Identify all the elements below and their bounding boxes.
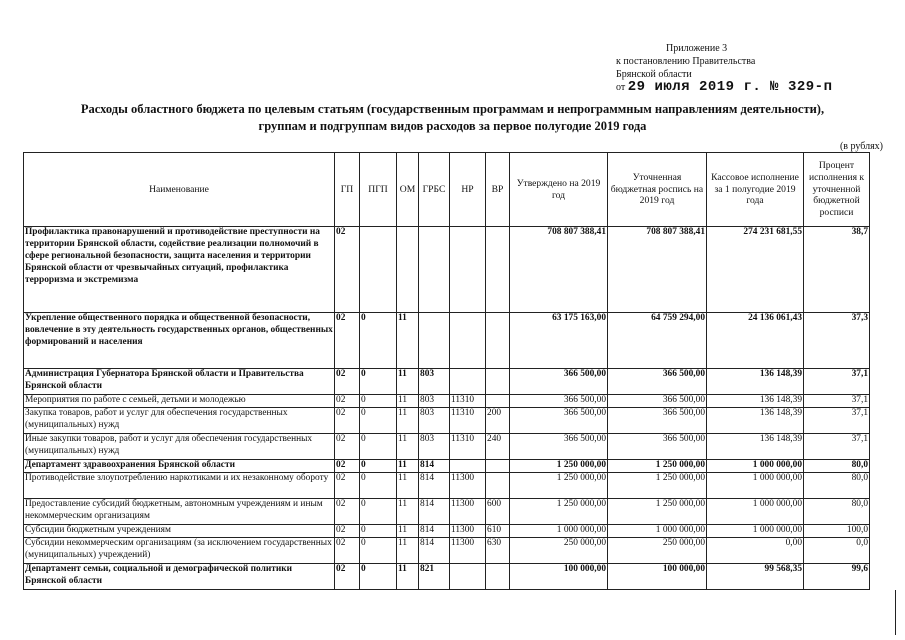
table-header-row bbox=[24, 153, 870, 227]
cell-np: 11300 bbox=[450, 472, 486, 498]
cell-ppgp bbox=[360, 227, 397, 313]
cell-percent: 37,1 bbox=[804, 407, 870, 433]
cell-np: 11310 bbox=[450, 433, 486, 459]
col-header-np: НР bbox=[450, 153, 486, 227]
page-edge-line bbox=[895, 590, 896, 635]
cell-np bbox=[450, 227, 486, 313]
cell-percent: 0,0 bbox=[804, 537, 870, 563]
cell-cash: 1 000 000,00 bbox=[707, 498, 804, 524]
cell-cash: 1 000 000,00 bbox=[707, 472, 804, 498]
cell-gp: 02 bbox=[335, 433, 360, 459]
cell-np bbox=[450, 369, 486, 395]
cell-gp: 02 bbox=[335, 313, 360, 369]
cell-gp: 02 bbox=[335, 459, 360, 472]
cell-ppgp: 0 bbox=[360, 498, 397, 524]
cell-grbs: 803 bbox=[419, 395, 450, 408]
cell-np bbox=[450, 313, 486, 369]
cell-om: 11 bbox=[397, 407, 419, 433]
cell-vr bbox=[486, 472, 510, 498]
table-row bbox=[24, 563, 870, 589]
cell-approved: 366 500,00 bbox=[510, 369, 608, 395]
cell-om: 11 bbox=[397, 313, 419, 369]
col-header-approved: Утверждено на 2019 год bbox=[510, 153, 608, 227]
col-header-revised: Уточненная бюджетная роспись на 2019 год bbox=[608, 153, 707, 227]
cell-percent: 37,1 bbox=[804, 369, 870, 395]
cell-name: Администрация Губернатора Брянской области и Правительства Брянской области bbox=[24, 369, 335, 395]
cell-np: 11310 bbox=[450, 407, 486, 433]
cell-percent: 100,0 bbox=[804, 524, 870, 537]
cell-cash: 1 000 000,00 bbox=[707, 459, 804, 472]
cell-name: Укрепление общественного порядка и общественной безопасности, вовлечение в эту деятельность государственных органов, общественных формирований и населения bbox=[24, 313, 335, 369]
cell-revised: 366 500,00 bbox=[608, 395, 707, 408]
cell-np bbox=[450, 563, 486, 589]
cell-cash: 136 148,39 bbox=[707, 369, 804, 395]
cell-revised: 250 000,00 bbox=[608, 537, 707, 563]
approval-header bbox=[616, 42, 832, 94]
col-header-grbs: ГРБС bbox=[419, 153, 450, 227]
table-row bbox=[24, 395, 870, 408]
cell-vr bbox=[486, 395, 510, 408]
cell-cash: 24 136 061,43 bbox=[707, 313, 804, 369]
document-title bbox=[0, 101, 905, 135]
cell-grbs: 814 bbox=[419, 459, 450, 472]
cell-name: Субсидии бюджетным учреждениям bbox=[24, 524, 335, 537]
title-line-2: группам и подгруппам видов расходов за первое полугодие 2019 года bbox=[258, 119, 647, 133]
cell-ppgp: 0 bbox=[360, 563, 397, 589]
cell-om bbox=[397, 227, 419, 313]
cell-approved: 250 000,00 bbox=[510, 537, 608, 563]
cell-ppgp: 0 bbox=[360, 459, 397, 472]
cell-cash: 136 148,39 bbox=[707, 395, 804, 408]
cell-gp: 02 bbox=[335, 369, 360, 395]
cell-cash: 0,00 bbox=[707, 537, 804, 563]
date-prefix: от bbox=[616, 82, 626, 93]
cell-name: Иные закупки товаров, работ и услуг для обеспечения государственных (муниципальных) нужд bbox=[24, 433, 335, 459]
cell-gp: 02 bbox=[335, 227, 360, 313]
cell-vr: 240 bbox=[486, 433, 510, 459]
cell-percent: 37,1 bbox=[804, 433, 870, 459]
cell-om: 11 bbox=[397, 537, 419, 563]
cell-approved: 366 500,00 bbox=[510, 407, 608, 433]
table-row bbox=[24, 472, 870, 498]
cell-revised: 1 000 000,00 bbox=[608, 524, 707, 537]
cell-ppgp: 0 bbox=[360, 433, 397, 459]
cell-vr: 610 bbox=[486, 524, 510, 537]
cell-om: 11 bbox=[397, 459, 419, 472]
cell-vr: 200 bbox=[486, 407, 510, 433]
cell-name: Субсидии некоммерческим организациям (за исключением государственных (муниципальных) учреждений) bbox=[24, 537, 335, 563]
table-row bbox=[24, 407, 870, 433]
cell-om: 11 bbox=[397, 433, 419, 459]
cell-vr bbox=[486, 369, 510, 395]
cell-revised: 366 500,00 bbox=[608, 369, 707, 395]
col-header-vr: ВР bbox=[486, 153, 510, 227]
cell-grbs: 821 bbox=[419, 563, 450, 589]
cell-vr bbox=[486, 227, 510, 313]
resolution-ref: к постановлению Правительства bbox=[616, 56, 756, 67]
cell-approved: 1 250 000,00 bbox=[510, 472, 608, 498]
cell-om: 11 bbox=[397, 472, 419, 498]
cell-cash: 136 148,39 bbox=[707, 433, 804, 459]
cell-grbs: 803 bbox=[419, 369, 450, 395]
table-row bbox=[24, 369, 870, 395]
cell-revised: 1 250 000,00 bbox=[608, 472, 707, 498]
cell-approved: 100 000,00 bbox=[510, 563, 608, 589]
cell-cash: 136 148,39 bbox=[707, 407, 804, 433]
cell-np bbox=[450, 459, 486, 472]
cell-approved: 366 500,00 bbox=[510, 395, 608, 408]
cell-ppgp: 0 bbox=[360, 313, 397, 369]
budget-table bbox=[23, 152, 870, 590]
units-label: (в рублях) bbox=[839, 141, 883, 152]
cell-gp: 02 bbox=[335, 498, 360, 524]
cell-approved: 1 250 000,00 bbox=[510, 498, 608, 524]
cell-grbs: 803 bbox=[419, 407, 450, 433]
cell-cash: 274 231 681,55 bbox=[707, 227, 804, 313]
col-header-ppgp: ПГП bbox=[360, 153, 397, 227]
cell-name: Противодействие злоупотреблению наркотиками и их незаконному обороту bbox=[24, 472, 335, 498]
cell-name: Закупка товаров, работ и услуг для обеспечения государственных (муниципальных) нужд bbox=[24, 407, 335, 433]
cell-grbs: 814 bbox=[419, 537, 450, 563]
table-row bbox=[24, 433, 870, 459]
cell-gp: 02 bbox=[335, 472, 360, 498]
cell-approved: 366 500,00 bbox=[510, 433, 608, 459]
cell-om: 11 bbox=[397, 524, 419, 537]
cell-revised: 366 500,00 bbox=[608, 433, 707, 459]
cell-gp: 02 bbox=[335, 563, 360, 589]
cell-np: 11300 bbox=[450, 537, 486, 563]
table-row bbox=[24, 537, 870, 563]
cell-revised: 64 759 294,00 bbox=[608, 313, 707, 369]
col-header-gp: ГП bbox=[335, 153, 360, 227]
cell-percent: 38,7 bbox=[804, 227, 870, 313]
cell-approved: 1 000 000,00 bbox=[510, 524, 608, 537]
cell-revised: 100 000,00 bbox=[608, 563, 707, 589]
cell-ppgp: 0 bbox=[360, 524, 397, 537]
cell-ppgp: 0 bbox=[360, 395, 397, 408]
cell-percent: 37,1 bbox=[804, 395, 870, 408]
cell-grbs bbox=[419, 227, 450, 313]
cell-vr: 630 bbox=[486, 537, 510, 563]
cell-cash: 99 568,35 bbox=[707, 563, 804, 589]
cell-vr: 600 bbox=[486, 498, 510, 524]
cell-revised: 366 500,00 bbox=[608, 407, 707, 433]
handwritten-date-number: 29 июля 2019 г. № 329-п bbox=[627, 79, 833, 95]
cell-ppgp: 0 bbox=[360, 472, 397, 498]
cell-name: Департамент здравоохранения Брянской области bbox=[24, 459, 335, 472]
table-row bbox=[24, 227, 870, 313]
cell-om: 11 bbox=[397, 498, 419, 524]
cell-percent: 99,6 bbox=[804, 563, 870, 589]
cell-om: 11 bbox=[397, 369, 419, 395]
cell-name: Мероприятия по работе с семьей, детьми и молодежью bbox=[24, 395, 335, 408]
table-row bbox=[24, 313, 870, 369]
col-header-om: ОМ bbox=[397, 153, 419, 227]
cell-percent: 37,3 bbox=[804, 313, 870, 369]
resolution-date bbox=[616, 81, 832, 94]
table-row bbox=[24, 498, 870, 524]
cell-revised: 1 250 000,00 bbox=[608, 498, 707, 524]
region-name: Брянской области bbox=[616, 69, 692, 80]
cell-vr bbox=[486, 313, 510, 369]
table-row bbox=[24, 524, 870, 537]
cell-name: Профилактика правонарушений и противодействие преступности на территории Брянской области, содействие реализации полномочий в сфере региональной безопасности, защита населения и территории Брянской области от чрезвычайных ситуаций, профилактика терроризма и экстремизма bbox=[24, 227, 335, 313]
cell-cash: 1 000 000,00 bbox=[707, 524, 804, 537]
cell-name: Департамент семьи, социальной и демографической политики Брянской области bbox=[24, 563, 335, 589]
cell-ppgp: 0 bbox=[360, 537, 397, 563]
col-header-percent: Процент исполнения к уточненной бюджетной росписи bbox=[804, 153, 870, 227]
cell-vr bbox=[486, 563, 510, 589]
cell-grbs: 803 bbox=[419, 433, 450, 459]
cell-gp: 02 bbox=[335, 395, 360, 408]
cell-om: 11 bbox=[397, 563, 419, 589]
cell-ppgp: 0 bbox=[360, 407, 397, 433]
cell-grbs: 814 bbox=[419, 524, 450, 537]
cell-om: 11 bbox=[397, 395, 419, 408]
cell-np: 11310 bbox=[450, 395, 486, 408]
cell-percent: 80,0 bbox=[804, 498, 870, 524]
cell-percent: 80,0 bbox=[804, 472, 870, 498]
cell-grbs: 814 bbox=[419, 472, 450, 498]
cell-percent: 80,0 bbox=[804, 459, 870, 472]
cell-np: 11300 bbox=[450, 498, 486, 524]
cell-ppgp: 0 bbox=[360, 369, 397, 395]
appendix-label: Приложение 3 bbox=[666, 43, 728, 54]
col-header-cash: Кассовое исполнение за 1 полугодие 2019 года bbox=[707, 153, 804, 227]
col-header-name: Наименование bbox=[24, 153, 335, 227]
cell-revised: 708 807 388,41 bbox=[608, 227, 707, 313]
cell-vr bbox=[486, 459, 510, 472]
cell-grbs: 814 bbox=[419, 498, 450, 524]
cell-name: Предоставление субсидий бюджетным, автономным учреждениям и иным некоммерческим организациям bbox=[24, 498, 335, 524]
cell-gp: 02 bbox=[335, 407, 360, 433]
cell-grbs bbox=[419, 313, 450, 369]
cell-revised: 1 250 000,00 bbox=[608, 459, 707, 472]
cell-np: 11300 bbox=[450, 524, 486, 537]
table-body bbox=[24, 227, 870, 590]
table-row bbox=[24, 459, 870, 472]
cell-approved: 708 807 388,41 bbox=[510, 227, 608, 313]
cell-approved: 63 175 163,00 bbox=[510, 313, 608, 369]
cell-approved: 1 250 000,00 bbox=[510, 459, 608, 472]
cell-gp: 02 bbox=[335, 524, 360, 537]
cell-gp: 02 bbox=[335, 537, 360, 563]
title-line-1: Расходы областного бюджета по целевым статьям (государственным программам и непрограммным направлениям деятельности), bbox=[80, 102, 825, 116]
